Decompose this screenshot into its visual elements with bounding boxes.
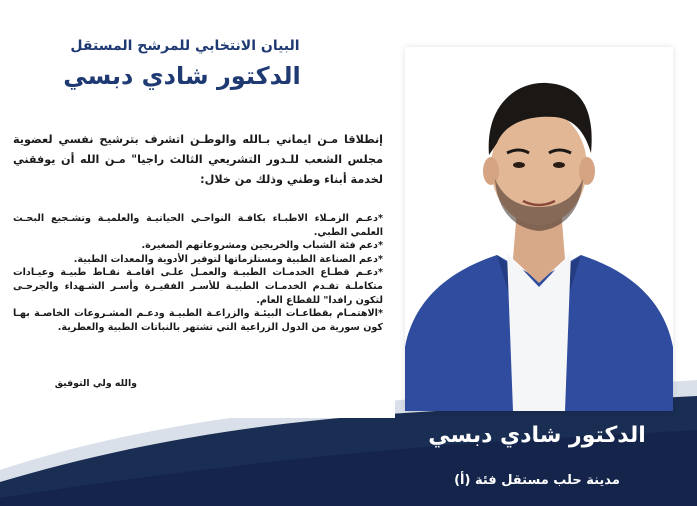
statement-candidate-heading: الدكتور شادي دبسي	[63, 62, 301, 90]
candidate-photo	[405, 47, 673, 411]
statement-intro: إنطلاقا مـن ايماني بـالله والوطـن اتشرف بترشيح نفسي لعضوية مجلس الشعب للـدور التشريعي الثالث راجيا" مـن الله أن يوفقني لخدمة أبناء وطني وذلك من خلال:	[13, 133, 383, 186]
statement-point: *الاهتمـام بقطاعـات البيئـة والزراعـة الطبيـة ودعـم المشـروعات الخاصـة بهـا كون سورية من الدول الزراعية التي تشتهر بالنباتات الطبية والعطرية.	[13, 308, 383, 333]
candidate-portrait-illustration	[405, 47, 673, 411]
caption-candidate-name: الدكتور شادي دبسي	[428, 423, 646, 448]
statement-point: *دعـم قطـاع الخدمـات الطبيـة والعمـل علـى اقامـة نقـاط طبيـة وعيـادات متكاملـة تقـدم الخدمـات الطبيـة للأسـر الفقيـرة وأسـر الشـهداء والجرحـى لتكون رافدا" للقطاع العام.	[13, 267, 383, 306]
statement-points	[13, 212, 383, 334]
statement-title: البيان الانتخابي للمرشح المستقل	[70, 38, 300, 54]
statement-point: *دعم الصناعة الطبية ومستلزماتها لتوفير الأدوية والمعدات الطبية.	[73, 253, 383, 265]
statement-point: *دعم فئة الشباب والخريجين ومشروعاتهم الصغيرة.	[141, 240, 383, 252]
statement-closing: والله ولي التوفيق	[54, 378, 137, 389]
manifesto-card	[0, 0, 395, 418]
caption-subtitle: مدينة حلب مستقل فئة (أ)	[454, 473, 620, 488]
statement-point: *دعـم الزمـلاء الاطبـاء بكافـة النواحـي الحياتيـة والعلميـة وتشـجيع البحـث العلمي الطبي.	[13, 213, 383, 238]
